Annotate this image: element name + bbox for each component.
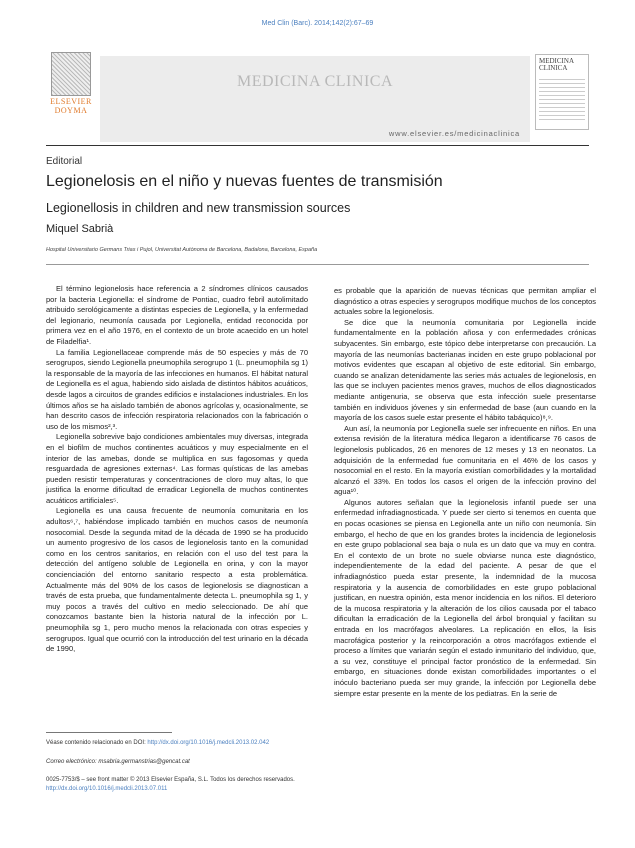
- footnote-rule: [46, 732, 172, 733]
- paragraph: La familia Legionellaceae comprende más de 50 especies y más de 70 serogrupos, siendo Legionella pneumophila serogrupo 1 (L. pneumophila sg 1) la responsable de la mayoría de las infecciones en humanos. El hábitat natural de Legionella es el agua, habiendo sido aislada de distintos hábitos acuáticos, desde lagos a circuitos de grandes edificios e instalaciones industriales. En los últimos años se ha aislado también de abonos agrícolas y, ocasionalmente, se han descrito casos de infección respiratoria relacionados con la fabricación o uso de los mismos²,³.: [46, 347, 308, 431]
- paragraph: Se dice que la neumonía comunitaria por Legionella incide fundamentalmente en la población añosa y con enfermedades crónicas subyacentes. Sin embargo, este tópico debe interpretarse con precaución. La mayoría de las neumonías bacterianas inciden en este grupo poblacional por motivos evidentes que escapan al objetivo de este editorial. Sin embargo, cuando se analizan detenidamente las series más actuales de legionelosis, en las que se incluyen pacientes menos graves, muchos de ellos diagnosticados mediante antigenuria, se observa que esta infección suele presentarse también en individuos jóvenes y sin enfermedad de base (aun cuando en la mayoría de los casos suele estar presente el hábito tabáquico)⁸,⁹.: [334, 317, 596, 423]
- right-column: [334, 286, 596, 699]
- related-doi-label: Véase contenido relacionado en DOI:: [46, 740, 146, 746]
- article-affiliation: Hospital Universitario Germans Trias i Pujol, Universitat Autònoma de Barcelona, Badalona, Barcelona, España: [46, 247, 318, 253]
- header-rule: [46, 145, 589, 146]
- paragraph: Legionella sobrevive bajo condiciones ambientales muy diversas, integrada en el biofilm de muchos continentes acuáticos y muy especialmente en el interior de las amebas, donde se multiplica en sus fagosomas y queda resguardada de agresiones externas⁴. Las formas quísticas de las amebas pueden resistir temperaturas y concentraciones de cloro muy altas, lo que justifica la enorme dificultad de erradicar Legionella de muchos continentes acuáticos artificiales⁵.: [46, 432, 308, 505]
- related-doi-note: [46, 739, 308, 747]
- issn-line: 0025-7753/$ – see front matter © 2013 Elsevier España, S.L. Todos los derechos reservados.: [46, 777, 295, 783]
- publisher-name: ELSEVIER DOYMA: [50, 97, 92, 115]
- related-doi-link[interactable]: http://dx.doi.org/10.1016/j.medcli.2013.02.042: [147, 740, 270, 746]
- left-column: [46, 284, 308, 655]
- journal-header: [46, 34, 589, 138]
- article-section: Editorial: [46, 156, 83, 167]
- journal-name: MEDICINA CLINICA: [237, 73, 393, 90]
- elsevier-tree-icon: [51, 52, 91, 96]
- paragraph: Legionella es una causa frecuente de neumonía comunitaria en los adultos⁶,⁷, habiéndose implicado también en muchos casos de neumonía nosocomial. Desde la segunda mitad de la década de 1990 se ha producido un aumento progresivo de los casos de legionelosis tanto en la comunidad como en los centros sanitarios, en relación con el uso del test para la detección del antígeno soluble de Legionella en orina, y con la mayor concienciación del entorno sanitario respecto a esta problemática. Actualmente más del 90% de los casos de legionelosis se diagnostican a través de esta prueba, que fundamentalmente detecta L. pneumophila sg 1, y muy pocos a través del cultivo en medio seleccionado. De ahí que conozcamos bastante bien la historia natural de la infección por L. pneumophila sg 1, pero mucho menos la relacionada con otras especies y serogrupos. Igual que ocurrió con la introducción del test urinario en la década de 1990,: [46, 506, 308, 654]
- journal-cover: [535, 54, 589, 130]
- journal-banner: [100, 56, 530, 142]
- article-subtitle: Legionellosis in children and new transmission sources: [46, 201, 351, 215]
- paragraph: Algunos autores señalan que la legionelosis infantil puede ser una enfermedad infradiagnosticada. Y puede ser cierto si tenemos en cuenta que en pocas ocasiones se piensa en Legionella ante un niño con neumonía. Sin embargo, el hecho de que en los grandes brotes la incidencia de legionelosis en este grupo poblacional sea baja o nula es un dato que va muy en contra. En el contexto de un brote no suele obviarse nunca este diagnóstico, independientemente de la edad del paciente. A pesar de que el infradiagnóstico pueda estar presente, la indemnidad de la mucosa respiratoria y la ausencia de comorbilidades en este grupo poblacional justifican, en nuestra opinión, esta menor incidencia en los niños. El deterioro de la mucosa respiratoria y la alteración de los cilios causada por el tabaco dificultan la erradicación de la Legionella del árbol bronquial y facilitan su entrada en los macrófagos alveolares. La replicación en ellos, la lisis macrofágica posterior y la reincorporación a otros macrófagos extiende el proceso a límites que variarán según el estado inmunitario del individuo, que, a su vez, constituye el principal factor pronóstico de la enfermedad. Sin embargo, en situaciones donde existan comorbilidades importantes o el inóculo bacteriano pueda ser muy grande, la infección por Legionella debe siempre estar presente en la mente de los pediatras. En la serie de: [334, 497, 596, 698]
- paragraph: es probable que la aparición de nuevas técnicas que permitan ampliar el diagnóstico a otras especies y serogrupos modifique muchos de los conceptos actuales sobre la legionelosis.: [334, 286, 596, 317]
- cover-title: MEDICINA CLINICA: [539, 57, 574, 72]
- elsevier-logo: [46, 52, 96, 116]
- article-doi-link[interactable]: http://dx.doi.org/10.1016/j.medcli.2013.07.011: [46, 786, 168, 792]
- article-author: Miquel Sabrià: [46, 223, 114, 235]
- title-rule: [46, 264, 589, 265]
- journal-citation: Med Clin (Barc). 2014;142(2):67–69: [261, 20, 374, 27]
- article-title: Legionelosis en el niño y nuevas fuentes de transmisión: [46, 173, 443, 190]
- cover-lines: [539, 76, 585, 122]
- paragraph: Aun así, la neumonía por Legionella suele ser infrecuente en niños. En una extensa revisión de la literatura médica llegaron a identificarse 76 casos de legionelosis publicados, 26 en menores de 12 meses y 13 en neonatos. La adquisición de la enfermedad fue comunitaria en el 46% de los casos y nosocomial en el resto. En la mayoría existían comorbilidades y la mortalidad alcanzó el 33%. En todos los casos el origen de la infección provino del agua¹⁰.: [334, 423, 596, 497]
- journal-site[interactable]: www.elsevier.es/medicinaclinica: [388, 129, 520, 138]
- author-email: Correo electrónico: msabria.germanstrias@gencat.cat: [46, 759, 190, 765]
- paragraph: El término legionelosis hace referencia a 2 síndromes clínicos causados por la bacteria Legionella: el síndrome de Pontiac, cuadro febril autolimitado atribuido serológicamente a distintas especies de Legionella, y la enfermedad del legionario, neumonía causada por Legionella, entidad reconocida por primera vez en el año 1976, en el contexto de un brote acaecido en un hotel de Filadelfia¹.: [46, 284, 308, 346]
